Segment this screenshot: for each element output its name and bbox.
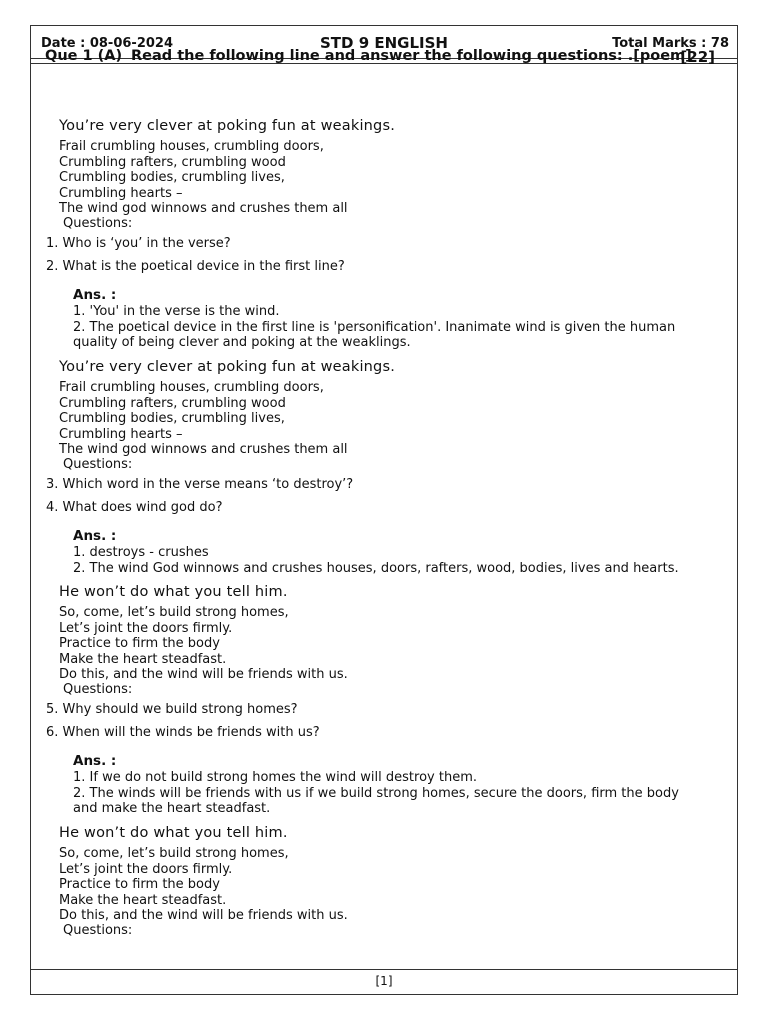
verse-first-line: He won’t do what you tell him. [59, 825, 288, 841]
question-item: 1. Who is ‘you’ in the verse? [46, 236, 231, 251]
verse-line: Crumbling hearts – [59, 426, 183, 442]
verse-line: Practice to firm the body [59, 636, 220, 651]
questions-label: Questions: [63, 216, 133, 231]
answer-line: 1. destroys - crushes [73, 545, 209, 560]
exam-date: Date : 08-06-2024 [41, 36, 173, 51]
exam-title: STD 9 ENGLISH [320, 34, 448, 52]
question-heading [45, 48, 715, 64]
answer-line: quality of being clever and poking at the weaklings. [73, 335, 411, 350]
verse-first-line: You’re very clever at poking fun at weakings. [59, 118, 396, 134]
verse-line: Frail crumbling houses, crumbling doors, [59, 380, 324, 395]
verse-line: The wind god winnows and crushes them all [59, 201, 348, 216]
page-frame [30, 25, 738, 995]
verse-line: Let’s joint the doors firmly. [59, 620, 233, 636]
verse-line: So, come, let’s build strong homes, [59, 605, 289, 620]
question-item: 4. What does wind god do? [46, 500, 223, 515]
verse-line: Crumbling rafters, crumbling wood [59, 395, 286, 411]
verse-line: Crumbling rafters, crumbling wood [59, 154, 286, 170]
answer-line: 2. The winds will be friends with us if we build strong homes, secure the doors, firm the body [73, 785, 679, 801]
answer-label: Ans. : [73, 528, 117, 544]
verse-first-line: He won’t do what you tell him. [59, 584, 288, 600]
verse-first-line: You’re very clever at poking fun at weakings. [59, 359, 396, 375]
verse-line: Do this, and the wind will be friends with us. [59, 667, 348, 682]
verse-line: Make the heart steadfast. [59, 892, 227, 908]
answer-label: Ans. : [73, 287, 117, 303]
question-marks: [22] [680, 48, 715, 66]
questions-label: Questions: [63, 923, 133, 938]
page-number: [1] [375, 974, 393, 988]
answer-label: Ans. : [73, 753, 117, 769]
question-item: 3. Which word in the verse means ‘to destroy’? [46, 477, 354, 492]
answer-line: 2. The poetical device in the first line is 'personification'. Inanimate wind is given the human [73, 319, 676, 335]
verse-line: Do this, and the wind will be friends with us. [59, 908, 348, 923]
question-item: 5. Why should we build strong homes? [46, 702, 298, 717]
question-number: Que 1 (A) [45, 48, 123, 64]
verse-line: Let’s joint the doors firmly. [59, 861, 233, 877]
verse-line: Frail crumbling houses, crumbling doors, [59, 139, 324, 154]
verse-line: Crumbling bodies, crumbling lives, [59, 170, 285, 185]
question-item: 2. What is the poetical device in the first line? [46, 259, 345, 274]
questions-label: Questions: [63, 457, 133, 472]
footer-divider [31, 969, 737, 970]
verse-line: Crumbling hearts – [59, 185, 183, 201]
question-item: 6. When will the winds be friends with us? [46, 725, 320, 740]
questions-label: Questions: [63, 682, 133, 697]
answer-line: 1. If we do not build strong homes the wind will destroy them. [73, 770, 477, 785]
question-instruction: Read the following line and answer the following questions: .[poem] [131, 48, 692, 64]
verse-line: Practice to firm the body [59, 877, 220, 892]
answer-line: and make the heart steadfast. [73, 801, 271, 816]
total-marks: Total Marks : 78 [612, 36, 729, 51]
answer-line: 1. 'You' in the verse is the wind. [73, 304, 280, 319]
verse-line: Crumbling bodies, crumbling lives, [59, 411, 285, 426]
answer-line: 2. The wind God winnows and crushes houses, doors, rafters, wood, bodies, lives and hearts. [73, 560, 679, 576]
verse-line: Make the heart steadfast. [59, 651, 227, 667]
verse-line: So, come, let’s build strong homes, [59, 846, 289, 861]
verse-line: The wind god winnows and crushes them all [59, 442, 348, 457]
